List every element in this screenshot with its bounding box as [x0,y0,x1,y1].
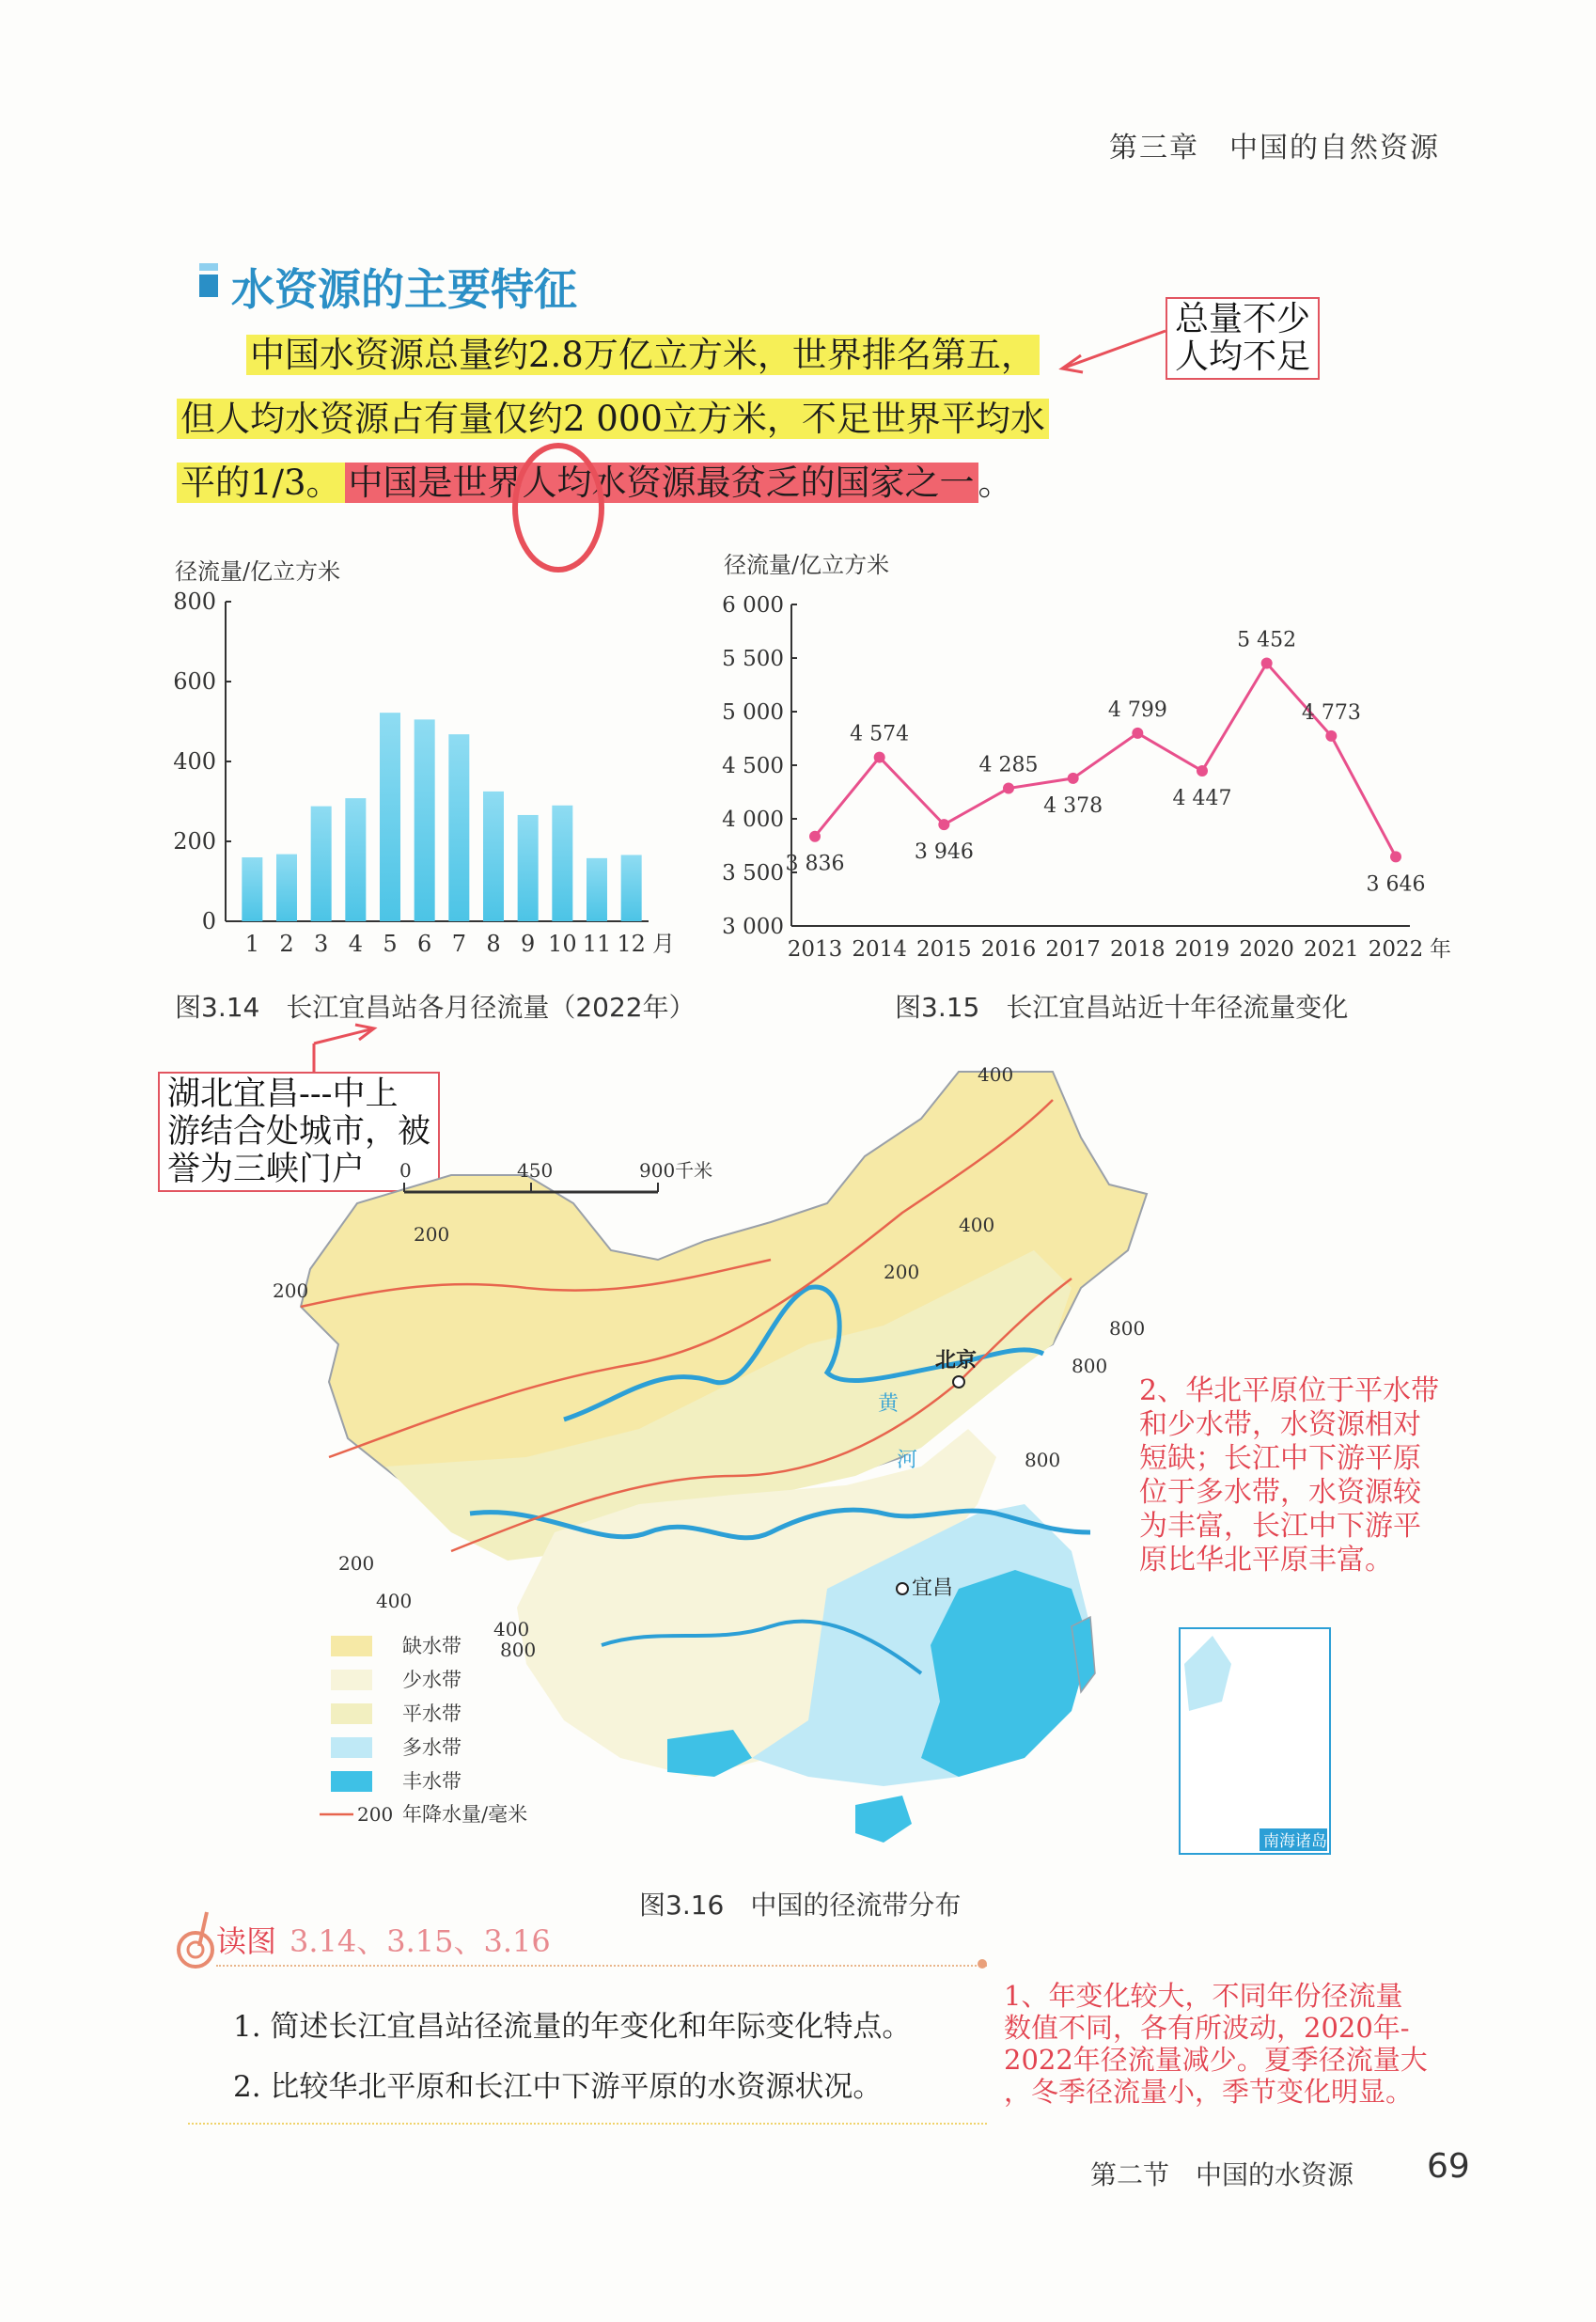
line-point-2019 [1197,765,1208,777]
paragraph-end: 。 [978,463,1013,503]
legend-label: 少水带 [402,1669,462,1691]
line-data-label: 4 447 [1172,787,1232,811]
isohyet-label: 800 [500,1639,537,1661]
isohyet-label: 200 [338,1552,375,1575]
legend-label: 平水带 [402,1702,462,1725]
line-y-tick-label: 4 000 [722,808,784,832]
legend-isohyet-value: 200 [357,1803,394,1826]
reading-label: 读图 [216,1923,277,1959]
line-y-tick-label: 3 500 [722,861,784,886]
note-yichang: 湖北宜昌---中上 游结合处城市，被 誉为三峡门户 [158,1072,440,1192]
monthly-runoff-bar-chart [160,545,724,968]
bar-month-11 [587,858,607,921]
river-label: 黄 [878,1392,900,1416]
beijing-marker [953,1376,964,1388]
isohyet-label: 200 [273,1279,309,1302]
bar-month-1 [242,857,262,921]
isohyet-label: 400 [978,1063,1014,1086]
legend-label: 多水带 [402,1736,462,1759]
bar-month-10 [552,806,572,921]
reading-figure-refs: 3.14、3.15、3.16 [289,1923,551,1959]
yichang-label: 宜昌 [912,1577,954,1600]
line-data-label: 3 646 [1366,872,1426,897]
chapter-header: 第三章 中国的自然资源 [1109,132,1440,165]
line-x-tick-label: 2021 [1304,937,1359,962]
legend-swatch-abundant [331,1737,372,1758]
river-label: 河 [897,1449,918,1472]
bar-chart-ylabel: 径流量/亿立方米 [175,558,341,585]
highlight-yellow: 中国水资源总量约2.8万亿立方米，世界排名第五， [246,335,1040,375]
bar-month-6 [415,719,435,921]
legend-label: 丰水带 [402,1770,462,1793]
line-x-tick-label: 2019 [1174,937,1230,962]
bar-month-3 [311,807,332,921]
question-1: 1. 简述长江宜昌站径流量的年变化和年际变化特点。 [233,2010,912,2044]
hainan-island [855,1796,912,1843]
line-point-2016 [1003,783,1014,794]
line-y-tick-label: 3 000 [722,915,784,939]
line-data-label: 4 799 [1107,698,1167,722]
isohyet-label: 400 [493,1618,530,1640]
bar-x-tick-label: 5 [383,931,398,957]
line-point-2018 [1132,728,1143,739]
line-point-2021 [1325,730,1337,742]
line-x-tick-label: 2018 [1110,937,1166,962]
isohyet-label: 800 [1072,1355,1108,1377]
footer-section-title: 第二节 中国的水资源 [1090,2159,1354,2190]
bar-y-tick-label: 200 [173,828,216,855]
bar-month-12 [621,855,642,921]
bar-y-tick-label: 400 [173,748,216,775]
annual-runoff-line-chart [714,541,1466,973]
page-number: 69 [1427,2147,1470,2186]
section-title: 水资源的主要特征 [231,264,577,315]
line-data-label: 4 378 [1043,793,1103,818]
isohyet-label: 800 [1025,1449,1061,1471]
line-point-2020 [1261,657,1273,668]
bar-x-tick-label: 8 [486,931,501,957]
line-x-tick-label: 2020 [1239,937,1294,962]
legend-label: 年降水量/毫米 [402,1803,528,1826]
line-x-tick-label: 2017 [1045,937,1101,962]
figure-caption-3-14: 图3.14 长江宜昌站各月径流量（2022年） [175,992,696,1023]
bar-x-tick-label: 9 [521,931,536,957]
figure-caption-3-15: 图3.15 长江宜昌站近十年径流量变化 [895,992,1349,1023]
reading-top-rule [216,1965,987,1967]
line-point-2014 [874,752,885,763]
highlight-yellow: 平的1/3。 [177,463,345,503]
answer-2-note: 2、华北平原位于平水带 和少水带，水资源相对 短缺；长江中下游平原 位于多水带，水资源较 为丰富，长江中下游平 原比华北平原丰富。 [1139,1374,1440,1577]
legend-label: 缺水带 [402,1635,462,1657]
isohyet-label: 400 [376,1590,413,1612]
reading-bottom-rule [188,2123,987,2125]
question-2: 2. 比较华北平原和长江中下游平原的水资源状况。 [233,2070,883,2104]
line-y-tick-label: 4 500 [722,754,784,778]
isohyet-label: 200 [414,1223,450,1246]
beijing-label: 北京 [935,1348,978,1373]
bar-x-tick-label: 4 [348,931,363,957]
line-point-2013 [809,831,821,842]
arrow-line [1062,331,1166,369]
highlight-yellow: 但人均水资源占有量仅约2 000立方米，不足世界平均水 [177,399,1049,439]
line-x-tick-label: 2016 [980,937,1037,962]
bar-month-2 [276,855,297,921]
highlight-red: 中国是世界人均水资源最贫乏的国家之一 [345,463,978,503]
isohyet-label: 400 [959,1214,995,1236]
scale-label: 450 [517,1159,554,1182]
line-data-label: 3 946 [914,840,974,865]
bar-month-5 [380,713,400,921]
line-x-tick-label: 2013 [787,937,843,962]
bar-x-tick-label: 1 [244,931,259,957]
bar-x-tick-label: 3 [314,931,329,957]
line-data-label: 4 773 [1301,700,1361,725]
bar-month-4 [345,798,366,921]
bar-x-tick-label: 6 [417,931,432,957]
line-x-tick-label: 2015 [916,937,972,962]
legend-swatch-deficient [331,1636,372,1656]
line-x-tick-label: 2022 [1368,937,1424,962]
reading-section-title [216,1918,551,1961]
bar-month-9 [518,815,539,921]
legend-swatch-low [331,1670,372,1690]
bar-x-tick-label: 10 [548,931,577,957]
line-y-tick-label: 6 000 [722,593,784,618]
line-point-2017 [1068,773,1079,784]
bar-x-tick-label: 12 [617,931,646,957]
line-point-2015 [938,819,949,830]
legend-swatch-rich [331,1771,372,1792]
line-y-tick-label: 5 500 [722,647,784,671]
bar-month-8 [483,792,504,921]
bar-y-tick-label: 800 [173,588,216,615]
line-x-tick-label: 2014 [852,937,907,962]
bar-x-tick-label: 7 [451,931,466,957]
line-data-label: 4 285 [978,753,1039,777]
line-data-label: 5 452 [1237,628,1297,652]
rule-dot [978,1959,987,1969]
answer-1-note: 1、年变化较大，不同年份径流量 数值不同，各有所波动，2020年- 2022年径流量减少。夏季径流量大 ，冬季径流量小，季节变化明显。 [1004,1980,1428,2108]
scale-label: 900千米 [639,1159,713,1182]
line-point-2022 [1390,851,1401,862]
line-y-tick-label: 5 000 [722,700,784,725]
figure-caption-3-16: 图3.16 中国的径流带分布 [639,1890,962,1921]
bar-x-tick-label: 11 [582,931,612,957]
bar-month-7 [448,734,469,921]
line-chart-ylabel: 径流量/亿立方米 [724,552,890,578]
line-data-label: 4 574 [850,722,910,746]
isohyet-label: 800 [1109,1317,1146,1340]
line-x-unit: 年 [1430,937,1451,962]
bar-y-tick-label: 600 [173,668,216,695]
scale-label: 0 [399,1159,412,1182]
runoff-series-line [815,663,1396,856]
legend-swatch-normal [331,1703,372,1724]
note-total-vs-percapita: 总量不少 人均不足 [1166,297,1320,380]
inset-label: 南海诸岛 [1263,1832,1327,1851]
bar-x-tick-label: 2 [279,931,294,957]
line-data-label: 3 836 [785,852,845,876]
bar-x-unit: 月 [652,931,675,957]
bar-y-tick-label: 0 [201,908,216,934]
isohyet-label: 200 [884,1261,920,1283]
yichang-marker [897,1583,908,1594]
